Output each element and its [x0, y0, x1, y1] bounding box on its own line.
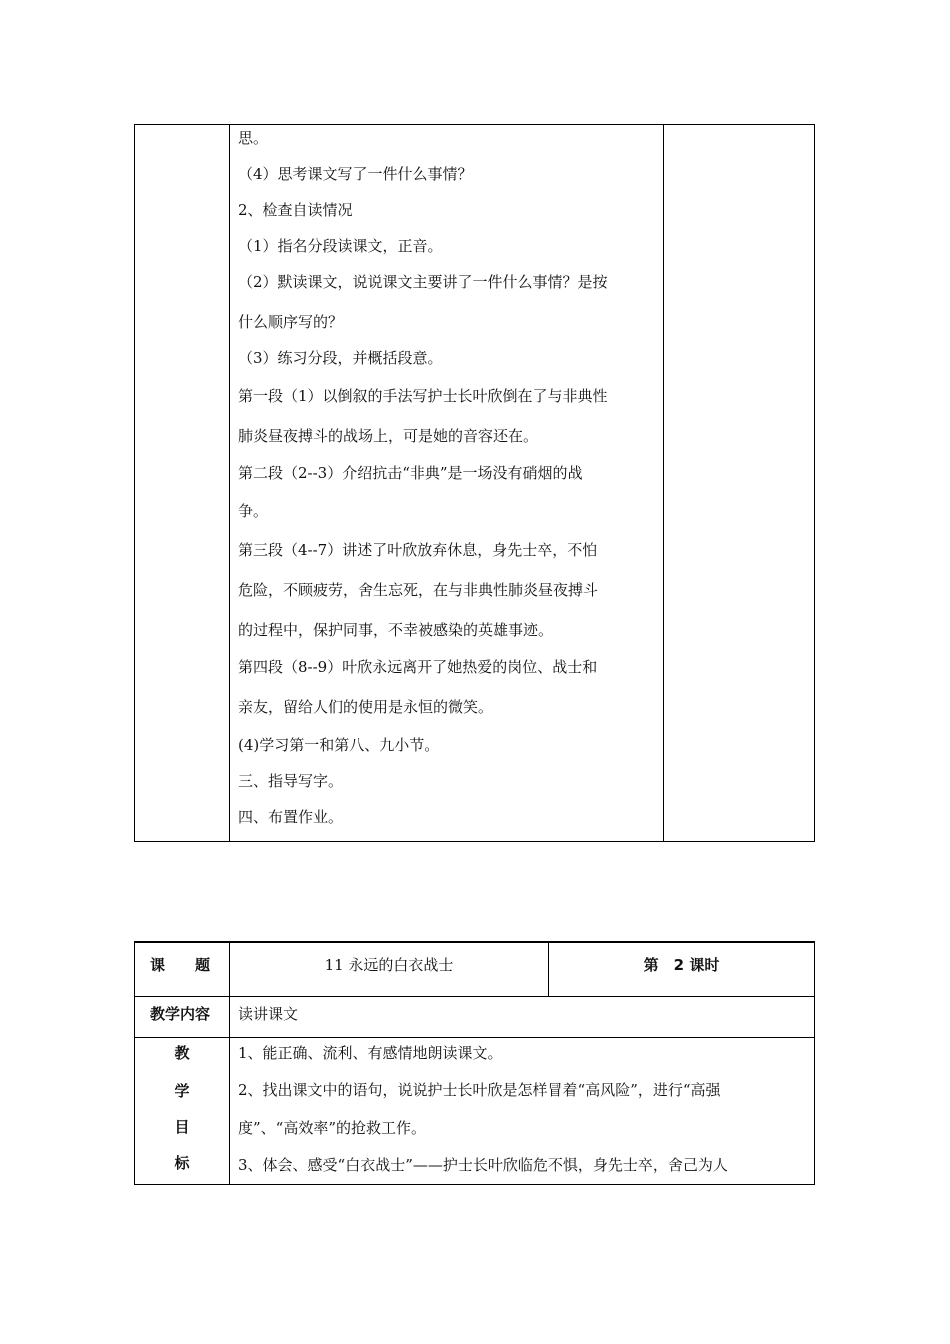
t1-bottom-border [134, 841, 815, 842]
goal-item: 2、找出课文中的语句，说说护士长叶欣是怎样冒着“高风险”，进行“高强 [238, 1081, 721, 1099]
t1-line: （1）指名分段读课文，正音。 [238, 237, 443, 255]
t1-left-border [134, 124, 135, 842]
topic-value: 11 永远的白衣战士 [324, 956, 454, 974]
content-value: 读讲课文 [238, 1005, 299, 1023]
goals-label-char: 标 [174, 1154, 190, 1172]
t2-bottom-border [134, 1184, 815, 1185]
t1-line: 三、指导写字。 [238, 772, 344, 790]
t1-line: 四、布置作业。 [238, 808, 344, 826]
t1-line: 2、检查自读情况 [238, 201, 353, 219]
t2-left-border [134, 941, 135, 1185]
t1-line: 第三段（4--7）讲述了叶欣放弃休息，身先士卒，不怕 [238, 541, 598, 559]
t1-line: （4）思考课文写了一件什么事情？ [238, 165, 473, 183]
t1-divider-2 [663, 124, 664, 842]
t1-line: 危险，不顾疲劳，舍生忘死，在与非典性肺炎昼夜搏斗 [238, 581, 599, 599]
goals-label-char: 教 [174, 1044, 190, 1062]
t1-line: 第四段（8--9）叶欣永远离开了她热爱的岗位、战士和 [238, 658, 598, 676]
t1-line: 第二段（2--3）介绍抗击“非典”是一场没有硝烟的战 [238, 464, 583, 482]
goal-item: 3、体会、感受“白衣战士”——护士长叶欣临危不惧，身先士卒，舍己为人 [238, 1156, 728, 1174]
t1-line: 肺炎昼夜搏斗的战场上，可是她的音容还在。 [238, 427, 539, 445]
t1-line: （3）练习分段，并概括段意。 [238, 349, 443, 367]
goal-item: 1、能正确、流利、有感情地朗读课文。 [238, 1044, 503, 1062]
period-label: 第 2 课时 [643, 956, 720, 974]
t2-row-divider-1 [134, 996, 815, 997]
t2-label-divider [229, 941, 230, 1185]
t1-line: (4)学习第一和第八、九小节。 [238, 736, 440, 754]
t1-right-border [814, 124, 815, 842]
t1-line: 亲友，留给人们的使用是永恒的微笑。 [238, 698, 494, 716]
topic-label: 课 题 [150, 956, 211, 974]
t2-row-divider-2 [134, 1037, 815, 1038]
t1-line: 争。 [238, 502, 269, 520]
t2-right-border [814, 941, 815, 1185]
content-label: 教学内容 [150, 1005, 211, 1023]
goal-item: 度”、“高效率”的抢救工作。 [238, 1119, 427, 1137]
goals-label-char: 目 [174, 1118, 190, 1136]
t1-line: 什么顺序写的？ [238, 313, 344, 331]
t1-line: 的过程中，保护同事，不幸被感染的英雄事迹。 [238, 621, 554, 639]
goals-label-char: 学 [174, 1082, 190, 1100]
t1-line: 思。 [238, 129, 269, 147]
t1-top-border [134, 124, 815, 125]
t2-top-border [134, 941, 815, 943]
t1-line: 第一段（1）以倒叙的手法写护士长叶欣倒在了与非典性 [238, 387, 608, 405]
t1-divider-1 [229, 124, 230, 842]
t1-line: （2）默读课文，说说课文主要讲了一件什么事情？是按 [238, 273, 608, 291]
